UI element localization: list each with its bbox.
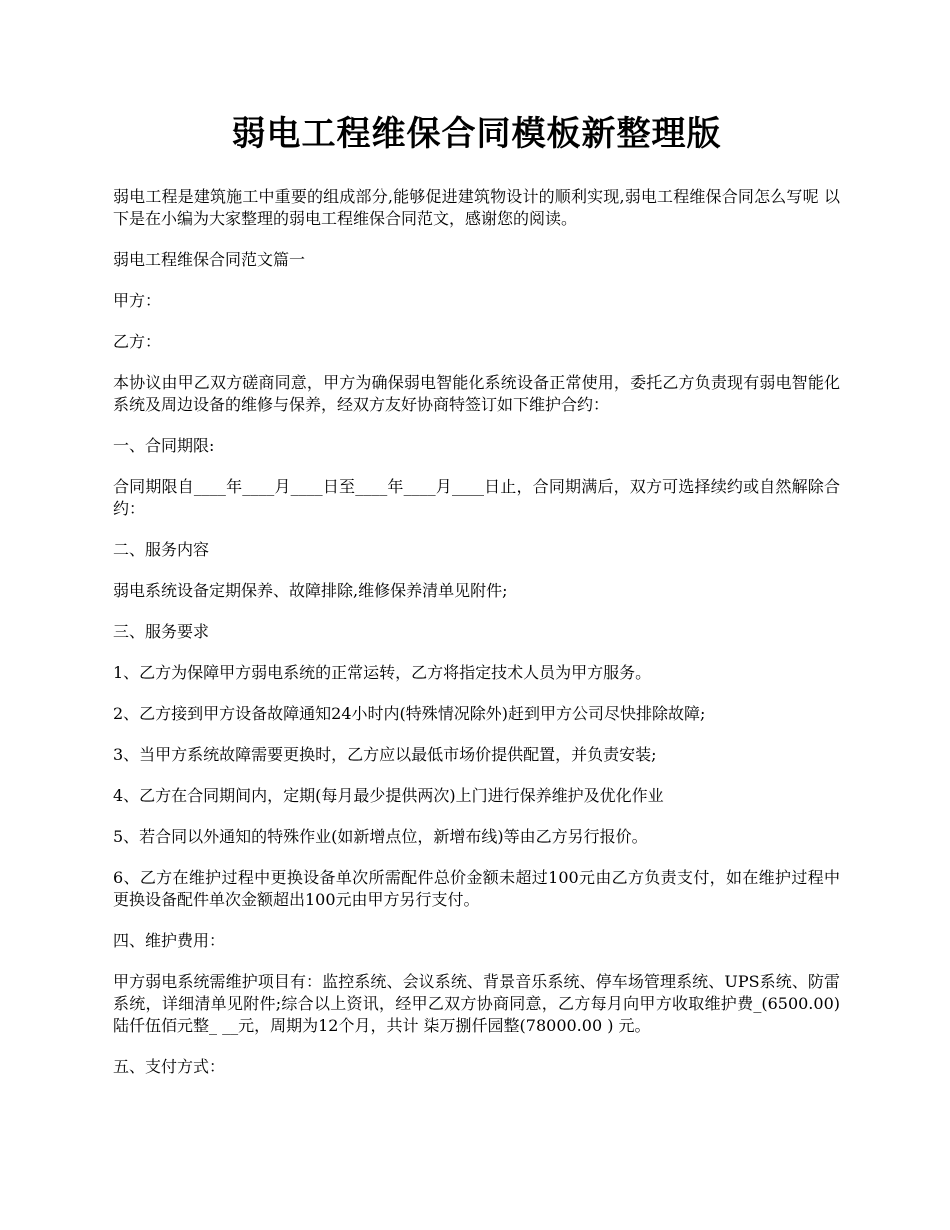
section-heading-term: 一、合同期限: bbox=[113, 436, 215, 455]
section-heading-payment-method: 五、支付方式： bbox=[113, 1057, 226, 1076]
section-heading-service-content: 二、服务内容 bbox=[113, 540, 210, 559]
party-b-line: 乙方： bbox=[113, 332, 162, 351]
requirement-item-4: 4、乙方在合同期间内，定期(每月最少提供两次)上门进行保养维护及优化作业 bbox=[113, 786, 664, 805]
document-title: 弱电工程维保合同模板新整理版 bbox=[231, 114, 722, 154]
requirement-item-6: 6、乙方在维护过程中更换设备单次所需配件总价金额未超过100元由乙方负责支付，如在维护过程中更换设备配件单次金额超出100元由甲方另行支付。 bbox=[113, 868, 840, 909]
intro-paragraph: 弱电工程是建筑施工中重要的组成部分,能够促进建筑物设计的顺利实现,弱电工程维保合同怎么写呢 以下是在小编为大家整理的弱电工程维保合同范文，感谢您的阅读。 bbox=[113, 187, 840, 228]
requirement-item-1: 1、乙方为保障甲方弱电系统的正常运转，乙方将指定技术人员为甲方服务。 bbox=[113, 663, 652, 682]
requirement-item-3: 3、当甲方系统故障需要更换时，乙方应以最低市场价提供配置，并负责安装; bbox=[113, 745, 657, 764]
service-content-paragraph: 弱电系统设备定期保养、故障排除,维修保养清单见附件; bbox=[113, 581, 508, 600]
party-a-line: 甲方： bbox=[113, 291, 162, 310]
sample-heading: 弱电工程维保合同范文篇一 bbox=[113, 250, 306, 269]
requirement-item-5: 5、若合同以外通知的特殊作业(如新增点位，新增布线)等由乙方另行报价。 bbox=[113, 827, 648, 846]
section-heading-service-requirements: 三、服务要求 bbox=[113, 622, 210, 641]
agreement-preamble: 本协议由甲乙双方磋商同意，甲方为确保弱电智能化系统设备正常使用，委托乙方负责现有弱电智能化系统及周边设备的维修与保养，经双方友好协商特签订如下维护合约： bbox=[113, 373, 840, 414]
requirement-item-2: 2、乙方接到甲方设备故障通知24小时内(特殊情况除外)赶到甲方公司尽快排除故障; bbox=[113, 704, 706, 723]
maintenance-fee-paragraph: 甲方弱电系统需维护项目有：监控系统、会议系统、背景音乐系统、停车场管理系统、UPS系统、防雷系统，详细清单见附件;综合以上资讯，经甲乙双方协商同意，乙方每月向甲方收取维护费_(6500.00)陆仟伍佰元整_ __元，周期为12个月，共计 柒万捌仟园整(78000.00 ) 元。 bbox=[113, 972, 840, 1035]
section-heading-maintenance-fee: 四、维护费用： bbox=[113, 931, 226, 950]
contract-term-paragraph: 合同期限自____年____月____日至____年____月____日止，合同期满后，双方可选择续约或自然解除合约： bbox=[113, 477, 840, 518]
